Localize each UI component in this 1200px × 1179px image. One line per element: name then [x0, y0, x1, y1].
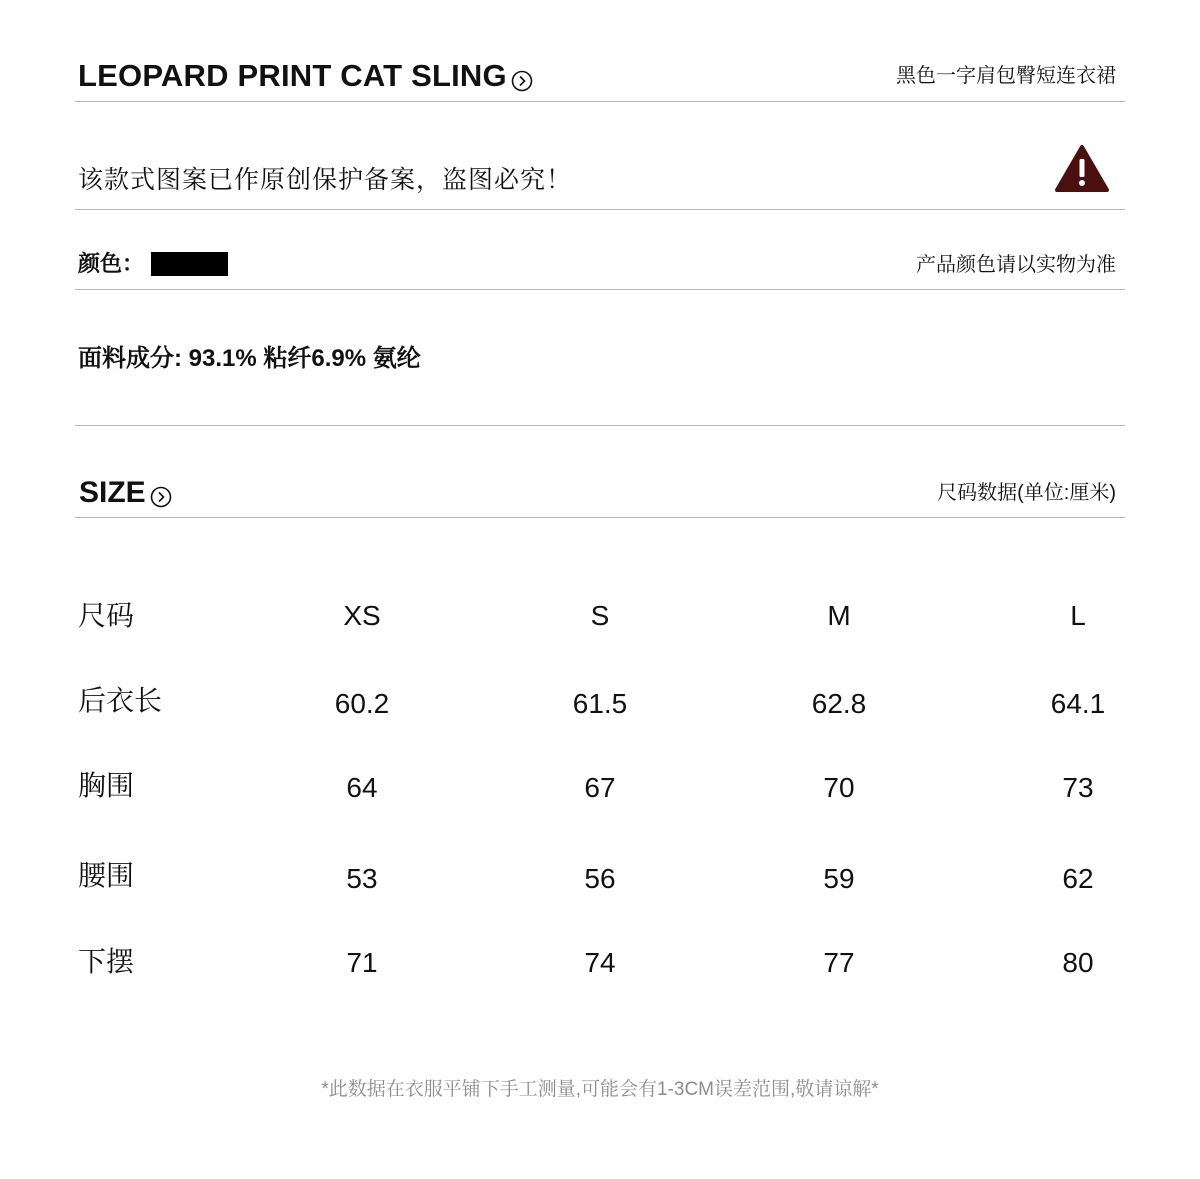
table-cell: 60.2 [334, 688, 390, 719]
table-cell: 73 [1062, 772, 1094, 803]
size-header-xs: XS [343, 600, 381, 631]
chevron-right-circle-icon [150, 481, 172, 503]
warning-triangle-icon [1054, 144, 1110, 194]
table-cell: 64.1 [1050, 688, 1106, 719]
table-cell: 62.8 [811, 688, 867, 719]
size-header-s: S [590, 600, 610, 631]
table-cell: 71 [346, 947, 378, 978]
color-note: 产品颜色请以实物为准 [916, 254, 1116, 276]
table-cell: 53 [346, 863, 378, 894]
table-cell: 64 [346, 772, 378, 803]
row-label-hem: 下摆 [78, 946, 135, 977]
table-cell: 74 [584, 947, 616, 978]
table-cell: 67 [584, 772, 616, 803]
copyright-notice: 该款式图案已作原创保护备案，盗图必究！ [78, 166, 573, 194]
page-title [78, 58, 533, 94]
row-label-back-length: 后衣长 [78, 685, 163, 716]
table-cell: 61.5 [572, 688, 628, 719]
row-label-waist: 腰围 [78, 860, 135, 891]
row-label-chest: 胸围 [78, 770, 135, 801]
divider [75, 289, 1125, 290]
measurement-footnote: *此数据在衣服平铺下手工测量,可能会有1-3CM误差范围,敬请谅解* [321, 1079, 879, 1100]
table-cell: 80 [1062, 947, 1094, 978]
divider [75, 425, 1125, 426]
table-cell: 77 [823, 947, 855, 978]
table-cell: 59 [823, 863, 855, 894]
size-title-text: SIZE [79, 476, 146, 509]
color-swatch [151, 252, 228, 276]
divider [75, 209, 1125, 210]
size-title [79, 475, 172, 511]
fabric-composition: 面料成分: 93.1% 粘纤6.9% 氨纶 [78, 345, 421, 372]
table-cell: 56 [584, 863, 616, 894]
color-label: 颜色： [78, 251, 145, 276]
chevron-right-circle-icon [511, 64, 533, 86]
product-subtitle: 黑色一字肩包臀短连衣裙 [896, 65, 1116, 87]
size-unit-note: 尺码数据(单位:厘米) [937, 482, 1116, 504]
table-header-label: 尺码 [78, 600, 135, 631]
title-text: LEOPARD PRINT CAT SLING [78, 58, 507, 93]
table-cell: 70 [823, 772, 855, 803]
divider [75, 101, 1125, 102]
divider [75, 517, 1125, 518]
size-header-m: M [827, 600, 851, 631]
size-header-l: L [1070, 600, 1086, 631]
table-cell: 62 [1062, 863, 1094, 894]
